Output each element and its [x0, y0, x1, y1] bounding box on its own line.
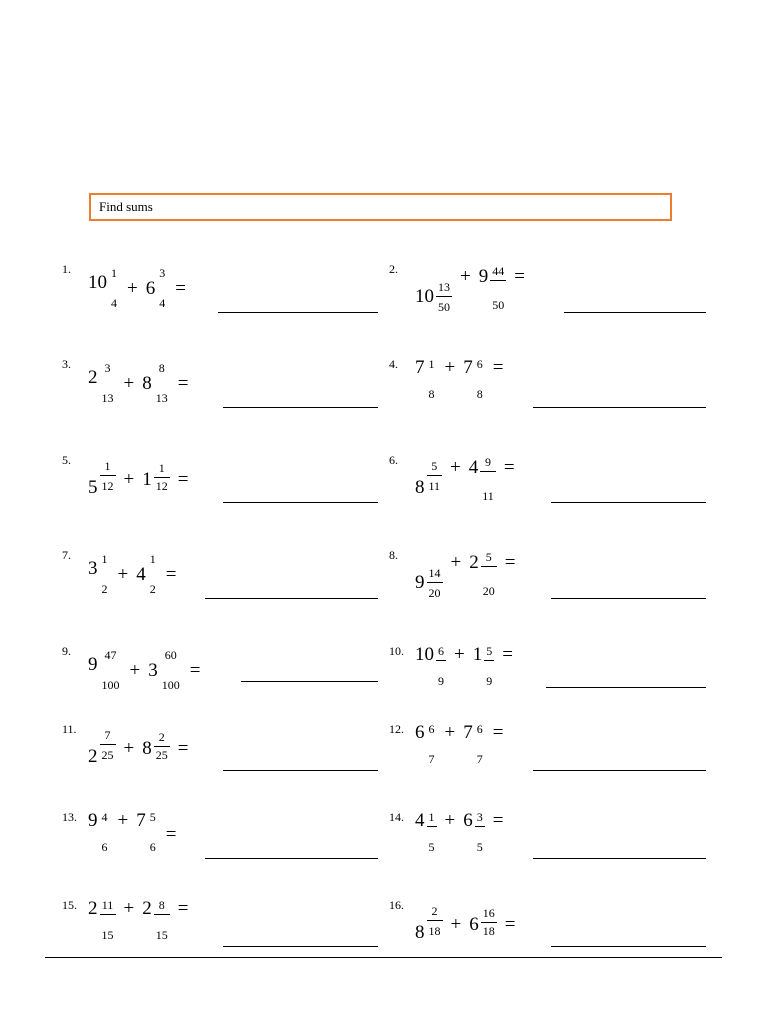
equals-sign: = [175, 278, 186, 299]
fraction-denominator-2: 13 [155, 391, 168, 405]
whole-number-1: 10 [88, 272, 107, 293]
fraction-numerator-1: 14 [428, 566, 441, 580]
whole-number-1: 10 [415, 286, 434, 307]
problem-14 [389, 810, 719, 880]
plus-sign: + [460, 266, 471, 287]
whole-number-2: 7 [136, 810, 146, 831]
fraction-numerator-2: 2 [158, 730, 165, 744]
answer-line[interactable] [551, 946, 706, 947]
fraction-denominator-2: 8 [476, 387, 483, 401]
fraction-bar-2 [481, 922, 497, 923]
equals-sign: = [189, 660, 201, 681]
fraction-numerator-2: 5 [485, 550, 492, 564]
fraction-denominator-1: 11 [428, 479, 441, 493]
answer-line[interactable] [546, 687, 706, 688]
equals-sign: = [492, 722, 504, 743]
whole-number-1: 8 [415, 922, 425, 943]
problem-2 [389, 262, 719, 332]
problem-number: 1. [62, 262, 71, 276]
fraction-numerator-2: 9 [485, 455, 492, 469]
problem-number: 5. [62, 453, 71, 467]
fraction-denominator-2: 5 [476, 840, 483, 854]
fraction-numerator-2: 16 [482, 906, 495, 920]
answer-line[interactable] [551, 598, 706, 599]
fraction-numerator-2: 5 [486, 644, 493, 658]
fraction-denominator-2: 20 [482, 584, 495, 598]
answer-line[interactable] [218, 312, 378, 313]
fraction-denominator-1: 20 [428, 586, 441, 600]
answer-line[interactable] [223, 502, 378, 503]
problem-expression [415, 262, 705, 332]
whole-number-2: 6 [469, 914, 479, 935]
problem-expression [415, 722, 705, 792]
problem-expression [415, 644, 705, 714]
fraction-denominator-1: 6 [101, 840, 108, 854]
equals-sign: = [177, 373, 189, 394]
whole-number-1: 3 [88, 558, 98, 579]
plus-sign: + [444, 357, 456, 378]
fraction-bar-1 [427, 826, 437, 827]
problem-number: 11. [62, 722, 77, 736]
problem-expression [88, 357, 378, 427]
fraction-denominator-1: 50 [438, 300, 450, 314]
answer-line[interactable] [223, 946, 378, 947]
equals-sign: = [504, 914, 516, 935]
problem-number: 2. [389, 262, 398, 276]
plus-sign: + [127, 278, 138, 299]
fraction-numerator-2: 1 [158, 461, 165, 475]
fraction-numerator-1: 4 [101, 810, 108, 824]
problem-number: 3. [62, 357, 71, 371]
answer-line[interactable] [564, 312, 706, 313]
answer-line[interactable] [533, 770, 706, 771]
whole-number-1: 9 [88, 810, 98, 831]
fraction-denominator-2: 4 [159, 296, 166, 310]
problem-12 [389, 722, 719, 792]
problem-expression [88, 453, 378, 523]
fraction-numerator-2: 6 [476, 357, 483, 371]
fraction-numerator-1: 13 [438, 280, 450, 294]
instructions-text: Find sums [99, 199, 153, 214]
whole-number-1: 9 [415, 572, 425, 593]
problem-number: 14. [389, 810, 404, 824]
fraction-denominator-2: 9 [486, 674, 493, 688]
equals-sign: = [492, 810, 504, 831]
whole-number-1: 2 [88, 746, 98, 767]
fraction-numerator-1: 5 [431, 459, 438, 473]
equals-sign: = [177, 469, 189, 490]
problem-number: 15. [62, 898, 77, 912]
fraction-denominator-1: 100 [101, 678, 120, 692]
answer-line[interactable] [533, 407, 706, 408]
fraction-denominator-2: 12 [155, 479, 168, 493]
problem-7 [62, 548, 392, 618]
fraction-numerator-2: 6 [476, 722, 483, 736]
whole-number-1: 8 [415, 477, 425, 498]
fraction-numerator-2: 3 [159, 266, 166, 280]
whole-number-2: 2 [142, 898, 152, 919]
whole-number-2: 1 [472, 644, 483, 665]
problem-number: 4. [389, 357, 398, 371]
fraction-numerator-2: 1 [149, 552, 156, 566]
problem-11 [62, 722, 392, 792]
equals-sign: = [502, 644, 513, 665]
fraction-numerator-1: 6 [438, 644, 444, 658]
fraction-bar-2 [154, 477, 170, 478]
plus-sign: + [123, 738, 135, 759]
fraction-bar-2 [154, 914, 170, 915]
whole-number-2: 7 [463, 722, 473, 743]
plus-sign: + [123, 373, 135, 394]
problem-number: 13. [62, 810, 77, 824]
whole-number-2: 8 [142, 738, 152, 759]
instructions-box [89, 193, 672, 221]
problem-number: 10. [389, 644, 404, 658]
fraction-numerator-2: 8 [158, 898, 165, 912]
whole-number-2: 3 [148, 660, 158, 681]
plus-sign: + [450, 552, 462, 573]
fraction-denominator-2: 6 [149, 840, 156, 854]
fraction-bar-1 [427, 920, 443, 921]
whole-number-2: 8 [142, 373, 152, 394]
equals-sign: = [504, 552, 516, 573]
whole-number-2: 4 [468, 457, 479, 478]
equals-sign: = [177, 898, 189, 919]
fraction-numerator-1: 11 [101, 898, 114, 912]
problem-9 [62, 644, 392, 714]
answer-line[interactable] [551, 502, 706, 503]
fraction-bar-2 [154, 746, 170, 747]
fraction-bar-2 [480, 471, 496, 472]
fraction-bar-1 [436, 660, 446, 661]
plus-sign: + [450, 457, 461, 478]
answer-line[interactable] [533, 858, 706, 859]
fraction-denominator-2: 15 [155, 928, 168, 942]
fraction-numerator-1: 1 [428, 810, 435, 824]
problem-4 [389, 357, 719, 427]
fraction-denominator-2: 11 [482, 489, 494, 503]
whole-number-2: 7 [463, 357, 473, 378]
fraction-numerator-1: 1 [104, 459, 111, 473]
fraction-denominator-1: 15 [101, 928, 114, 942]
problem-1 [62, 262, 392, 332]
fraction-denominator-1: 25 [101, 748, 114, 762]
problem-expression [415, 810, 705, 880]
plus-sign: + [117, 810, 129, 831]
problem-expression [88, 262, 378, 332]
fraction-numerator-1: 2 [431, 904, 438, 918]
plus-sign: + [444, 810, 456, 831]
answer-line[interactable] [223, 770, 378, 771]
fraction-numerator-1: 6 [428, 722, 435, 736]
problem-3 [62, 357, 392, 427]
fraction-numerator-2: 8 [158, 361, 165, 375]
equals-sign: = [177, 738, 189, 759]
whole-number-1: 2 [88, 367, 98, 388]
plus-sign: + [117, 564, 129, 585]
fraction-bar-2 [475, 826, 485, 827]
problem-expression [415, 453, 705, 523]
whole-number-1: 6 [415, 722, 425, 743]
fraction-numerator-1: 3 [104, 361, 111, 375]
problem-expression [88, 548, 378, 618]
fraction-bar-1 [100, 475, 116, 476]
fraction-denominator-1: 18 [428, 924, 441, 938]
problem-8 [389, 548, 719, 618]
fraction-denominator-1: 9 [438, 674, 444, 688]
plus-sign: + [454, 644, 465, 665]
fraction-denominator-1: 8 [428, 387, 435, 401]
fraction-denominator-1: 7 [428, 752, 435, 766]
plus-sign: + [129, 660, 141, 681]
answer-line[interactable] [205, 858, 378, 859]
whole-number-1: 2 [88, 898, 98, 919]
whole-number-2: 4 [136, 564, 146, 585]
problem-number: 8. [389, 548, 398, 562]
fraction-bar-2 [490, 280, 506, 281]
problem-number: 7. [62, 548, 71, 562]
fraction-numerator-2: 5 [149, 810, 156, 824]
problem-number: 9. [62, 644, 71, 658]
fraction-denominator-1: 2 [101, 582, 108, 596]
fraction-bar-2 [481, 566, 497, 567]
equals-sign: = [514, 266, 525, 287]
fraction-numerator-2: 60 [164, 648, 177, 662]
fraction-denominator-2: 50 [492, 298, 505, 312]
problem-number: 6. [389, 453, 398, 467]
plus-sign: + [450, 914, 462, 935]
answer-line[interactable] [205, 598, 378, 599]
whole-number-1: 5 [88, 477, 98, 498]
problem-number: 12. [389, 722, 404, 736]
answer-line[interactable] [241, 681, 378, 682]
fraction-bar-1 [427, 475, 443, 476]
problem-10 [389, 644, 719, 714]
whole-number-1: 4 [415, 810, 425, 831]
fraction-denominator-2: 2 [149, 582, 156, 596]
fraction-denominator-2: 100 [161, 678, 180, 692]
fraction-numerator-1: 7 [104, 728, 111, 742]
fraction-denominator-1: 5 [428, 840, 435, 854]
whole-number-2: 1 [142, 469, 152, 490]
whole-number-2: 2 [469, 552, 479, 573]
fraction-denominator-1: 12 [101, 479, 114, 493]
fraction-bar-1 [100, 744, 116, 745]
problem-13 [62, 810, 392, 880]
whole-number-1: 10 [415, 644, 434, 665]
fraction-bar-1 [100, 914, 116, 915]
fraction-denominator-2: 25 [155, 748, 168, 762]
footer-rule [45, 957, 722, 958]
fraction-bar-2 [484, 660, 494, 661]
problem-5 [62, 453, 392, 523]
fraction-denominator-2: 7 [476, 752, 483, 766]
fraction-numerator-2: 44 [492, 264, 505, 278]
plus-sign: + [123, 469, 135, 490]
equals-sign: = [165, 564, 177, 585]
fraction-numerator-1: 1 [101, 552, 108, 566]
fraction-bar-1 [436, 296, 452, 297]
fraction-denominator-2: 18 [482, 924, 495, 938]
whole-number-2: 9 [478, 266, 489, 287]
whole-number-1: 7 [415, 357, 425, 378]
problem-expression [88, 722, 378, 792]
fraction-denominator-1: 13 [101, 391, 114, 405]
whole-number-1: 9 [88, 654, 98, 675]
plus-sign: + [444, 722, 456, 743]
fraction-numerator-1: 1 [428, 357, 435, 371]
problem-expression [88, 644, 378, 714]
problem-6 [389, 453, 719, 523]
equals-sign: = [492, 357, 504, 378]
equals-sign: = [503, 457, 515, 478]
answer-line[interactable] [223, 407, 378, 408]
equals-sign: = [165, 824, 177, 845]
problem-expression [415, 357, 705, 427]
problem-expression [415, 548, 705, 618]
fraction-numerator-1: 1 [111, 266, 117, 280]
problem-expression [88, 810, 378, 880]
fraction-denominator-1: 4 [111, 296, 117, 310]
problem-number: 16. [389, 898, 404, 912]
fraction-bar-1 [427, 582, 443, 583]
plus-sign: + [123, 898, 135, 919]
fraction-numerator-1: 47 [104, 648, 117, 662]
whole-number-2: 6 [145, 278, 156, 299]
whole-number-2: 6 [463, 810, 473, 831]
fraction-numerator-2: 3 [476, 810, 483, 824]
